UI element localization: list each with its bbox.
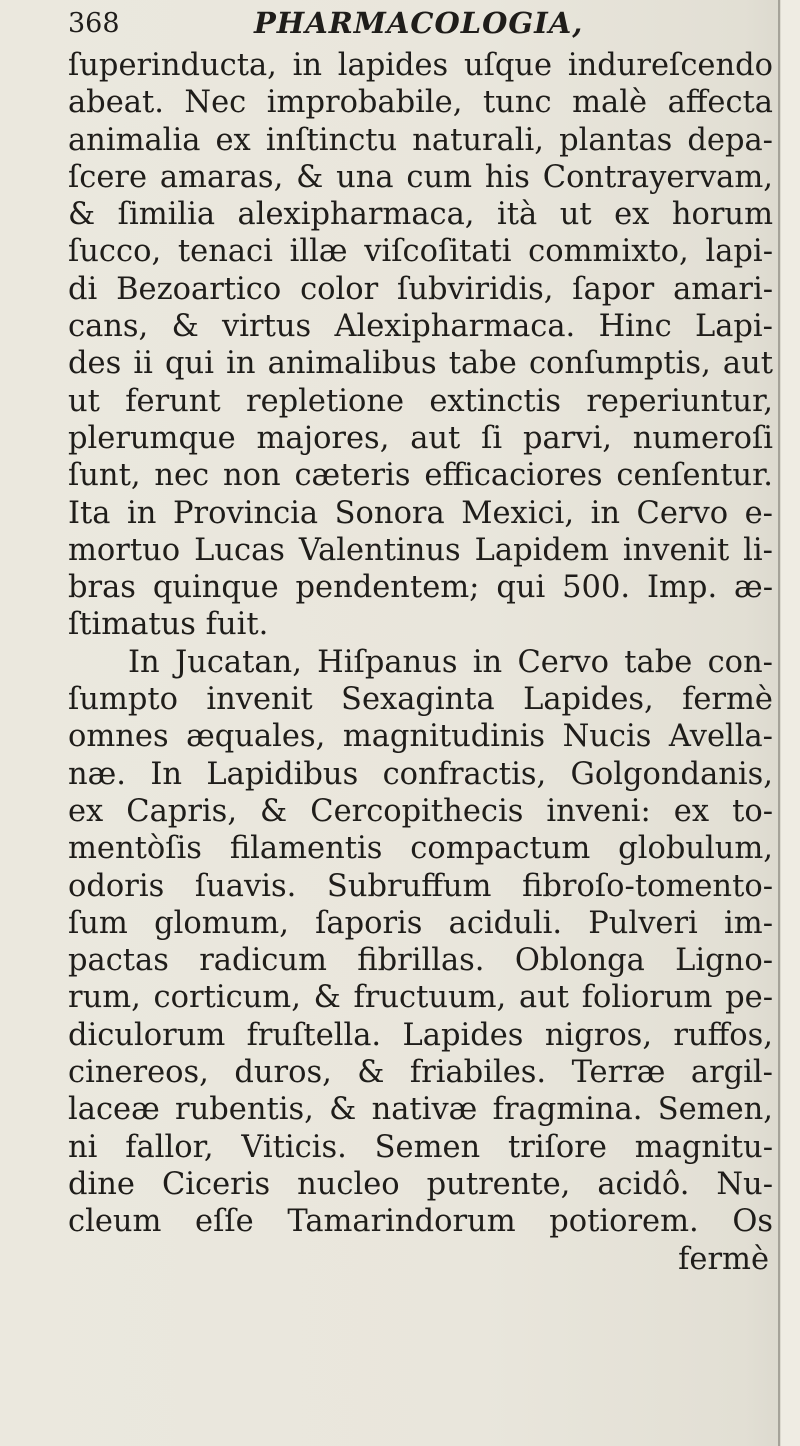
text-line: omnes æquales, magnitudinis Nucis Avella- <box>68 719 773 755</box>
text-line: cans, & virtus Alexipharmaca. Hinc Lapi- <box>68 309 773 345</box>
text-line: odoris ſuavis. Subruffum fibroſo-tomento- <box>68 868 773 904</box>
text-line: des ii qui in animalibus tabe conſumptis, aut <box>68 346 773 382</box>
text-line: mentòſis filamentis compactum globulum, <box>68 831 773 867</box>
text-line: plerumque majores, aut ſi parvi, numeroſi <box>68 420 773 456</box>
catchword: fermè <box>678 1241 769 1277</box>
text-line: ſunt, nec non cæteris efficaciores cenſentur. <box>68 458 773 494</box>
text-line: ſucco, tenaci illæ viſcoſitati commixto, lapi- <box>68 234 773 270</box>
text-line: næ. In Lapidibus confractis, Golgondanis, <box>68 756 773 792</box>
text-line: cinereos, duros, & friabiles. Terræ argil- <box>68 1055 773 1091</box>
text-line: ſum glomum, ſaporis aciduli. Pulveri im- <box>68 905 773 941</box>
page-header <box>68 2 768 40</box>
text-line: ni fallor, Viticis. Semen triſore magnitu- <box>68 1129 773 1165</box>
text-line: & ſimilia alexipharmaca, ità ut ex horum <box>68 197 773 233</box>
text-line: dine Ciceris nucleo putrente, acidô. Nu- <box>68 1166 773 1202</box>
text-line: di Bezoartico color ſubviridis, ſapor amari- <box>68 271 773 307</box>
text-line: animalia ex inſtinctu naturali, plantas depa- <box>68 122 773 158</box>
text-line: pactas radicum fibrillas. Oblonga Ligno- <box>68 943 773 979</box>
text-line: ſcere amaras, & una cum his Contrayervam, <box>68 159 773 195</box>
page-edge-line <box>778 0 780 1446</box>
text-line: bras quinque pendentem; qui 500. Imp. æ- <box>68 570 773 606</box>
text-line: ſtimatus fuit. <box>68 607 269 643</box>
text-line: cleum eſſe Tamarindorum potiorem. Os <box>68 1204 773 1240</box>
text-line: abeat. Nec improbabile, tunc malè affecta <box>68 85 773 121</box>
text-line: laceæ rubentis, & nativæ fragmina. Semen, <box>68 1092 773 1128</box>
text-line: ut ferunt repletione extinctis reperiuntur, <box>68 383 773 419</box>
paragraph-start-line: In Jucatan, Hiſpanus in Cervo tabe con- <box>128 644 773 680</box>
text-line: ſuperinducta, in lapides uſque indureſcendo <box>68 48 773 83</box>
text-line: ſumpto invenit Sexaginta Lapides, fermè <box>68 682 773 718</box>
text-line: rum, corticum, & fructuum, aut foliorum pe- <box>68 980 773 1016</box>
body-text <box>68 47 773 1278</box>
page-number: 368 <box>68 8 120 39</box>
text-line: Ita in Provincia Sonora Mexici, in Cervo e- <box>68 495 773 531</box>
running-head: PHARMACOLOGIA, <box>254 6 584 40</box>
text-line: mortuo Lucas Valentinus Lapidem invenit li- <box>68 532 773 568</box>
next-page-edge <box>781 0 800 1446</box>
text-line: ex Capris, & Cercopithecis inveni: ex to- <box>68 793 773 829</box>
text-line: diculorum fruſtella. Lapides nigros, ruffos, <box>68 1017 773 1053</box>
